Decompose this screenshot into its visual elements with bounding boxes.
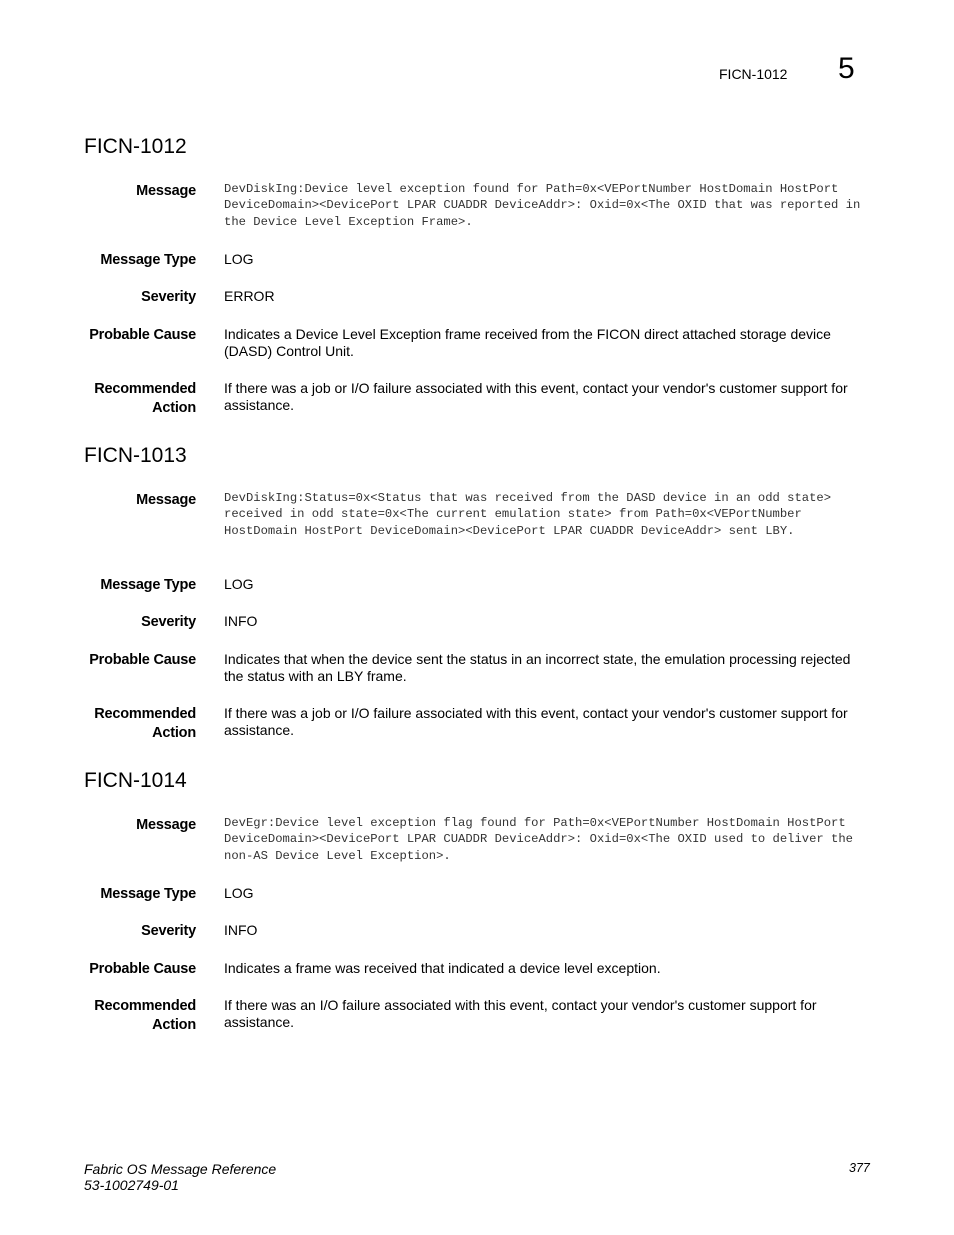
recommended-label-line1: Recommended (94, 998, 196, 1014)
severity-label: Severity (141, 923, 196, 939)
recommended-action-label (36, 997, 196, 1035)
probable-cause-text: Indicates that when the device sent the status in an incorrect state, the emulation processing rejected the status with an LBY frame. (224, 651, 851, 684)
page-number: 377 (849, 1161, 870, 1175)
recommended-label-line2: Action (152, 725, 196, 741)
probable-cause-text: Indicates a Device Level Exception frame received from the FICON direct attached storage device (DASD) Control Unit. (224, 326, 831, 359)
recommended-action-text: If there was a job or I/O failure associated with this event, contact your vendor's customer support for assistance. (224, 380, 848, 413)
message-label: Message (136, 492, 196, 508)
probable-cause-label: Probable Cause (89, 327, 196, 343)
severity-value: ERROR (224, 288, 275, 304)
message-text: DevEgr:Device level exception flag found for Path=0x<VEPortNumber HostDomain HostPort DeviceDomain><DevicePort LPAR CUADDR DeviceAddr>: Oxid=0x<The OXID used to deliver the non-AS Device Level Exception>. (224, 816, 853, 863)
message-type-value: LOG (224, 885, 254, 901)
chapter-number: 5 (838, 52, 855, 85)
recommended-label-line2: Action (152, 400, 196, 416)
recommended-action-text: If there was a job or I/O failure associated with this event, contact your vendor's customer support for assistance. (224, 705, 848, 738)
probable-cause-label: Probable Cause (89, 652, 196, 668)
recommended-label-line1: Recommended (94, 706, 196, 722)
message-type-value: LOG (224, 576, 254, 592)
section-title: FICN-1014 (84, 769, 187, 792)
message-label: Message (136, 183, 196, 199)
footer-document-info (84, 1161, 276, 1193)
recommended-action-label (36, 380, 196, 418)
footer-document-number: 53-1002749-01 (84, 1177, 179, 1193)
header-message-code: FICN-1012 (719, 66, 788, 82)
message-type-label: Message Type (100, 252, 196, 268)
recommended-label-line1: Recommended (94, 381, 196, 397)
recommended-action-label (36, 705, 196, 743)
severity-value: INFO (224, 613, 258, 629)
probable-cause-text: Indicates a frame was received that indicated a device level exception. (224, 960, 661, 976)
section-title: FICN-1012 (84, 135, 187, 158)
severity-value: INFO (224, 922, 258, 938)
message-label: Message (136, 817, 196, 833)
section-title: FICN-1013 (84, 444, 187, 467)
message-type-label: Message Type (100, 886, 196, 902)
severity-label: Severity (141, 614, 196, 630)
message-type-label: Message Type (100, 577, 196, 593)
severity-label: Severity (141, 289, 196, 305)
message-text: DevDiskIng:Device level exception found for Path=0x<VEPortNumber HostDomain HostPort DeviceDomain><DevicePort LPAR CUADDR DeviceAddr>: Oxid=0x<The OXID that was reported in the Device Level Exception Frame>. (224, 182, 861, 229)
message-type-value: LOG (224, 251, 254, 267)
recommended-label-line2: Action (152, 1017, 196, 1033)
probable-cause-label: Probable Cause (89, 961, 196, 977)
recommended-action-text: If there was an I/O failure associated with this event, contact your vendor's customer support for assistance. (224, 997, 817, 1030)
footer-document-title: Fabric OS Message Reference (84, 1161, 277, 1177)
message-text: DevDiskIng:Status=0x<Status that was received from the DASD device in an odd state> received in odd state=0x<The current emulation state> from Path=0x<VEPortNumber HostDomain HostPort DeviceDomain><DevicePort LPAR CUADDR DeviceAddr> sent LBY. (224, 491, 832, 538)
